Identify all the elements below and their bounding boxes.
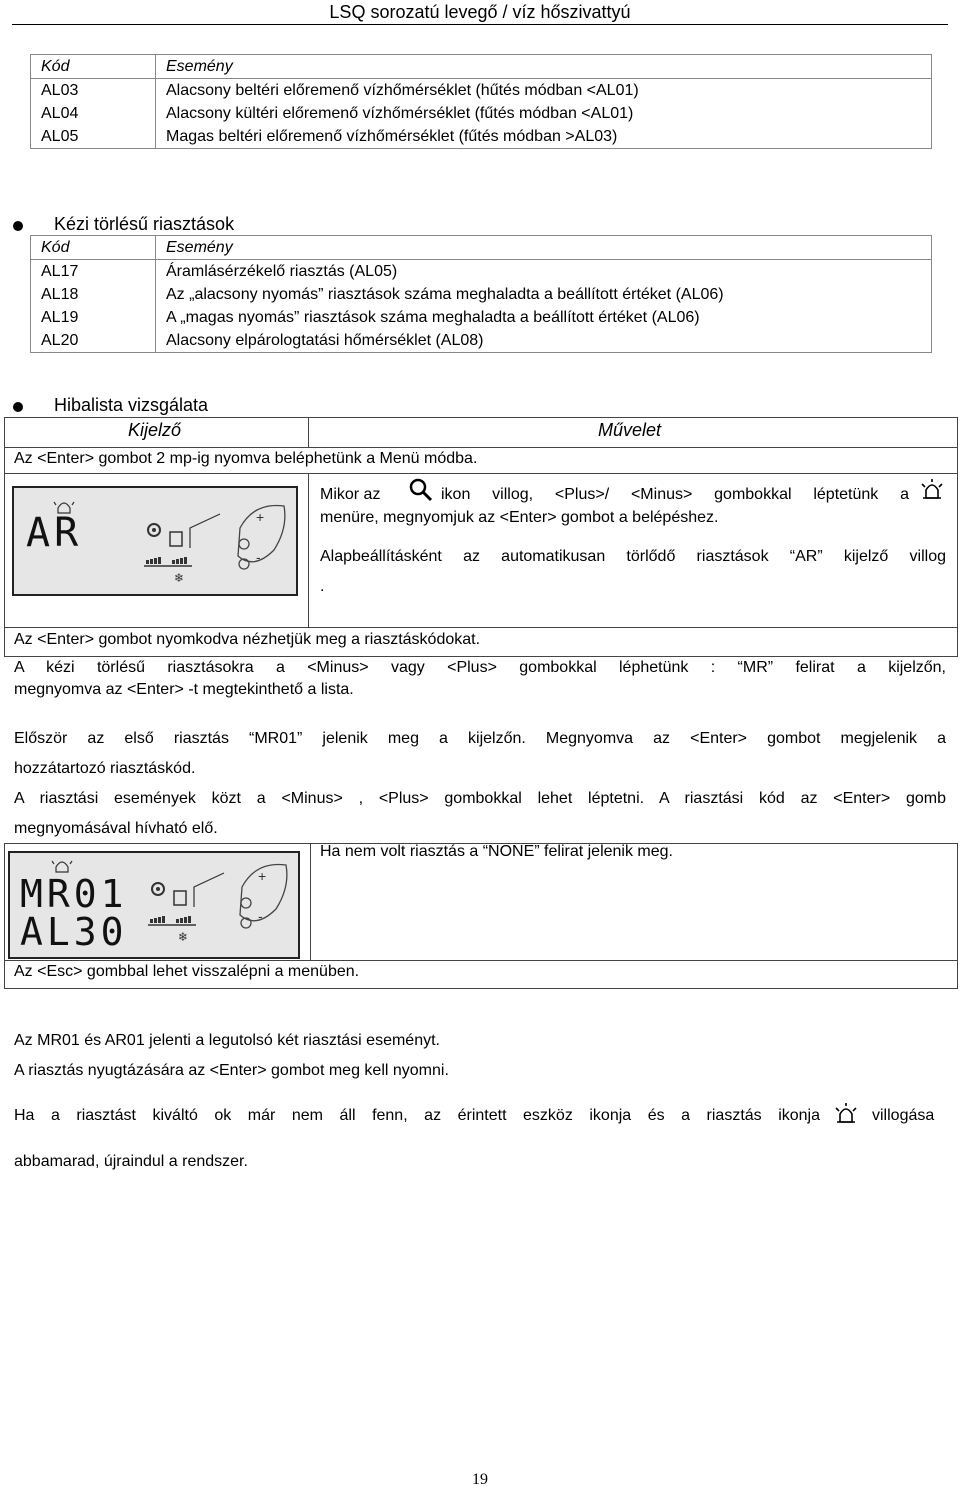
para3-line1: A riasztási események közt a <Minus> , <Plus> gombokkal lehet léptetni. A riasztási kód az <Enter> gomb [14, 790, 946, 807]
para4-line1: Az MR01 és AR01 jelenti a legutolsó két riasztási eseményt. [14, 1032, 440, 1049]
table-row [31, 102, 932, 125]
table-row [31, 283, 932, 306]
cell-event: Alacsony elpárologtatási hőmérséklet (AL08) [156, 329, 932, 353]
lcd-display-2 [8, 851, 300, 959]
row-divider [4, 473, 958, 474]
alarm-table-manual [30, 235, 932, 353]
lcd1-text: AR [26, 510, 83, 556]
cell-code: AL03 [31, 79, 156, 103]
cell-code: AL19 [31, 306, 156, 329]
section-title-manual: Kézi törlésű riasztások [54, 214, 235, 234]
table-row [31, 306, 932, 329]
bullet-icon [13, 402, 23, 412]
page-number: 19 [472, 1471, 488, 1488]
op-text-1a: Mikor az [320, 486, 381, 503]
cell-code: AL17 [31, 260, 156, 284]
row-divider [4, 627, 958, 628]
table-header-row [31, 55, 932, 79]
cell-event: Áramlásérzékelő riasztás (AL05) [156, 260, 932, 284]
alarm-bell-icon [918, 478, 946, 502]
box-col-operation: Művelet [598, 420, 662, 440]
table-row [31, 125, 932, 149]
lcd2-line1: MR01 [20, 872, 128, 916]
para3-line2: megnyomásával hívható elő. [14, 820, 218, 837]
para4-line2: A riasztás nyugtázására az <Enter> gombot meg kell nyomni. [14, 1062, 449, 1079]
cell-event: Alacsony kültéri előremenő vízhőmérséklet (fűtés módban <AL01) [156, 102, 932, 125]
op-text-3: Alapbeállításként az automatikusan törlődő riasztások “AR” kijelző villog [320, 548, 946, 565]
cell-code: AL05 [31, 125, 156, 149]
table-row [31, 260, 932, 284]
cell-event: A „magas nyomás” riasztások száma meghaladta a beállított értéket (AL06) [156, 306, 932, 329]
para1-line1: A kézi törlésű riasztásokra a <Minus> vagy <Plus> gombokkal léphetünk : “MR” felirat a kijelzőn, [14, 659, 946, 676]
svg-text:-: - [256, 549, 261, 565]
lcd-display-1 [12, 486, 298, 596]
cell-code: AL04 [31, 102, 156, 125]
svg-text:-: - [258, 908, 263, 924]
box-row1-text: Az <Enter> gombot 2 mp-ig nyomva beléphetünk a Menü módba. [14, 450, 478, 467]
alarm-table-auto [30, 54, 932, 149]
col-header-event: Esemény [156, 236, 932, 260]
op-text-4: . [320, 578, 325, 595]
cell-code: AL20 [31, 329, 156, 353]
op-text-2: menüre, megnyomjuk az <Enter> gombot a belépéshez. [320, 509, 719, 526]
lcd-panel-2 [10, 853, 298, 957]
lcd-panel-1 [14, 488, 296, 594]
col-divider [310, 843, 311, 961]
col-header-event: Esemény [156, 55, 932, 79]
header-rule [12, 24, 948, 25]
para1-line2: megnyomva az <Enter> -t megtekinthető a lista. [14, 681, 354, 698]
cell-event: Alacsony beltéri előremenő vízhőmérséklet (hűtés módban <AL01) [156, 79, 932, 103]
svg-text:+: + [258, 868, 267, 884]
lcd2-line2: AL30 [20, 910, 128, 954]
box2-note: Ha nem volt riasztás a “NONE” felirat jelenik meg. [320, 843, 673, 860]
para5-line2: abbamarad, újraindul a rendszer. [14, 1153, 248, 1170]
para2-line1: Először az első riasztás “MR01” jelenik meg a kijelzőn. Megnyomva az <Enter> gombot megjelenik a [14, 730, 946, 747]
search-icon [408, 477, 434, 503]
col-divider [308, 417, 309, 447]
para2-line2: hozzátartozó riasztáskód. [14, 760, 196, 777]
table-header-row [31, 236, 932, 260]
cell-event: Az „alacsony nyomás” riasztások száma meghaladta a beállított értéket (AL06) [156, 283, 932, 306]
col-divider [308, 473, 309, 628]
row-divider [4, 447, 958, 448]
table-row [31, 329, 932, 353]
section-title-errors: Hibalista vizsgálata [54, 395, 209, 415]
bullet-icon [13, 221, 23, 231]
box-col-display: Kijelző [128, 420, 182, 440]
cell-code: AL18 [31, 283, 156, 306]
snow-icon: ❄ [174, 571, 185, 585]
para5-line1a: Ha a riasztást kiváltó ok már nem áll fenn, az érintett eszköz ikonja és a riasztás ikonja [14, 1107, 820, 1124]
box-row3-text: Az <Enter> gombot nyomkodva nézhetjük meg a riasztáskódokat. [14, 631, 481, 648]
op-text-1b: ikon villog, <Plus>/ <Minus> gombokkal léptetünk a [441, 486, 909, 503]
col-header-code: Kód [31, 236, 156, 260]
snow-icon: ❄ [178, 930, 189, 944]
table-row [31, 79, 932, 103]
box2-esc: Az <Esc> gombbal lehet visszalépni a menüben. [14, 963, 360, 980]
alarm-bell-icon [832, 1102, 860, 1126]
cell-event: Magas beltéri előremenő vízhőmérséklet (fűtés módban >AL03) [156, 125, 932, 149]
svg-text:+: + [256, 509, 265, 525]
col-header-code: Kód [31, 55, 156, 79]
page-header: LSQ sorozatú levegő / víz hőszivattyú [329, 2, 631, 22]
para5-line1b: villogása [872, 1107, 935, 1124]
